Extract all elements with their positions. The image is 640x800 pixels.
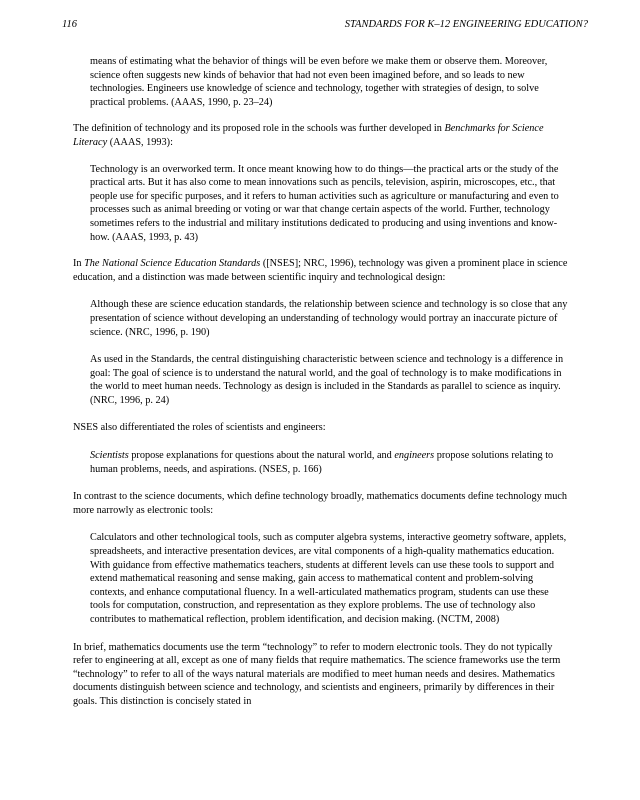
term-scientists: Scientists — [90, 450, 129, 462]
block-quote-aaas-1993: Technology is an overworked term. It once meant knowing how to do things—the practical arts or the study of the practical arts. But it has also come to mean innovations such as pencils, television, aspirin, microscopes, etc., that people use for specific purposes, and it refers to human activities such as agriculture or manufacturing and even to processes such as animal breeding or voting or war that change certain aspects of the world. Further, technology sometimes refers to the industrial and military institutions dedicated to producing and using inventions and know-how. (AAAS, 1993, p. 43) — [90, 163, 559, 243]
book-title-benchmarks: Benchmarks for Science Literacy — [73, 123, 544, 148]
running-title: STANDARDS FOR K–12 ENGINEERING EDUCATION? — [344, 19, 588, 30]
block-quote-aaas-1990: means of estimating what the behavior of things will be even before we make them or observe them. Moreover, science often suggests new kinds of behavior that had not even been imagined before, and so leads to new technologies. Engineers use knowledge of science and technology, together with strategies of design, to solve practical problems. (AAAS, 1990, p. 23–24) — [90, 56, 548, 108]
paragraph-nses — [73, 257, 569, 284]
block-quote-nses-166 — [90, 449, 569, 476]
paragraph-text: (AAAS, 1993): — [107, 136, 173, 148]
paragraph-in-brief: In brief, mathematics documents use the term “technology” to refer to modern electronic tools. They do not typically refer to engineering at all, except as one of many fields that require mathematics. The science frameworks use the term “technology” to refer to all of the ways natural materials are modified to meet human needs and desires. Mathematics documents distinguish between science and technology, and scientists and engineers, primarily by differences in their goals. This distinction is concisely stated in — [73, 641, 561, 707]
paragraph-math-contrast: In contrast to the science documents, which define technology broadly, mathematics documents define technology much more narrowly as electronic tools: — [73, 491, 568, 516]
quote-text: propose solutions relating to human problems, needs, and aspirations. (NSES, p. 166) — [90, 450, 554, 475]
paragraph-roles: NSES also differentiated the roles of scientists and engineers: — [73, 422, 326, 434]
block-quote-nrc-190: Although these are science education standards, the relationship between science and technology is so close that any presentation of science without developing an understanding of technology would portray an inaccurate picture of science. (NRC, 1996, p. 190) — [90, 299, 568, 338]
paragraph-benchmarks — [73, 122, 569, 149]
quote-text: propose explanations for questions about the natural world, and — [128, 450, 395, 462]
paragraph-text: The definition of technology and its proposed role in the schools was further developed in — [73, 123, 445, 135]
page-number: 116 — [62, 19, 77, 30]
page-body — [73, 55, 569, 709]
block-quote-nctm-2008: Calculators and other technological tools, such as computer algebra systems, interactive geometry software, applets, spreadsheets, and interactive presentation devices, are vital components of a high-quality mathematics education. With guidance from effective mathematics teachers, students at different levels can use these tools to support and extend mathematical reasoning and sense making, gain access to mathematical content and problem-solving contexts, and enhance computational fluency. In a well-articulated mathematics program, students can use these tools for computation, construction, and representation as they explore problems. The use of technology also contributes to mathematical reflection, problem identification, and decision making. (NCTM, 2008) — [90, 532, 567, 625]
paragraph-text: In — [73, 258, 85, 270]
term-engineers: engineers — [394, 450, 435, 462]
book-title-nses: The National Science Education Standards — [84, 258, 261, 270]
paragraph-text: ([NSES]; NRC, 1996), technology was given a prominent place in science education, and a distinction was made between scientific inquiry and technological design: — [73, 258, 568, 283]
block-quote-nrc-24: As used in the Standards, the central distinguishing characteristic between science and technology is a difference in goal: The goal of science is to understand the natural world, and the goal of technology is to make modifications in the world to meet human needs. Technology as design is included in the Standards as parallel to science as inquiry. (NRC, 1996, p. 24) — [90, 354, 564, 406]
